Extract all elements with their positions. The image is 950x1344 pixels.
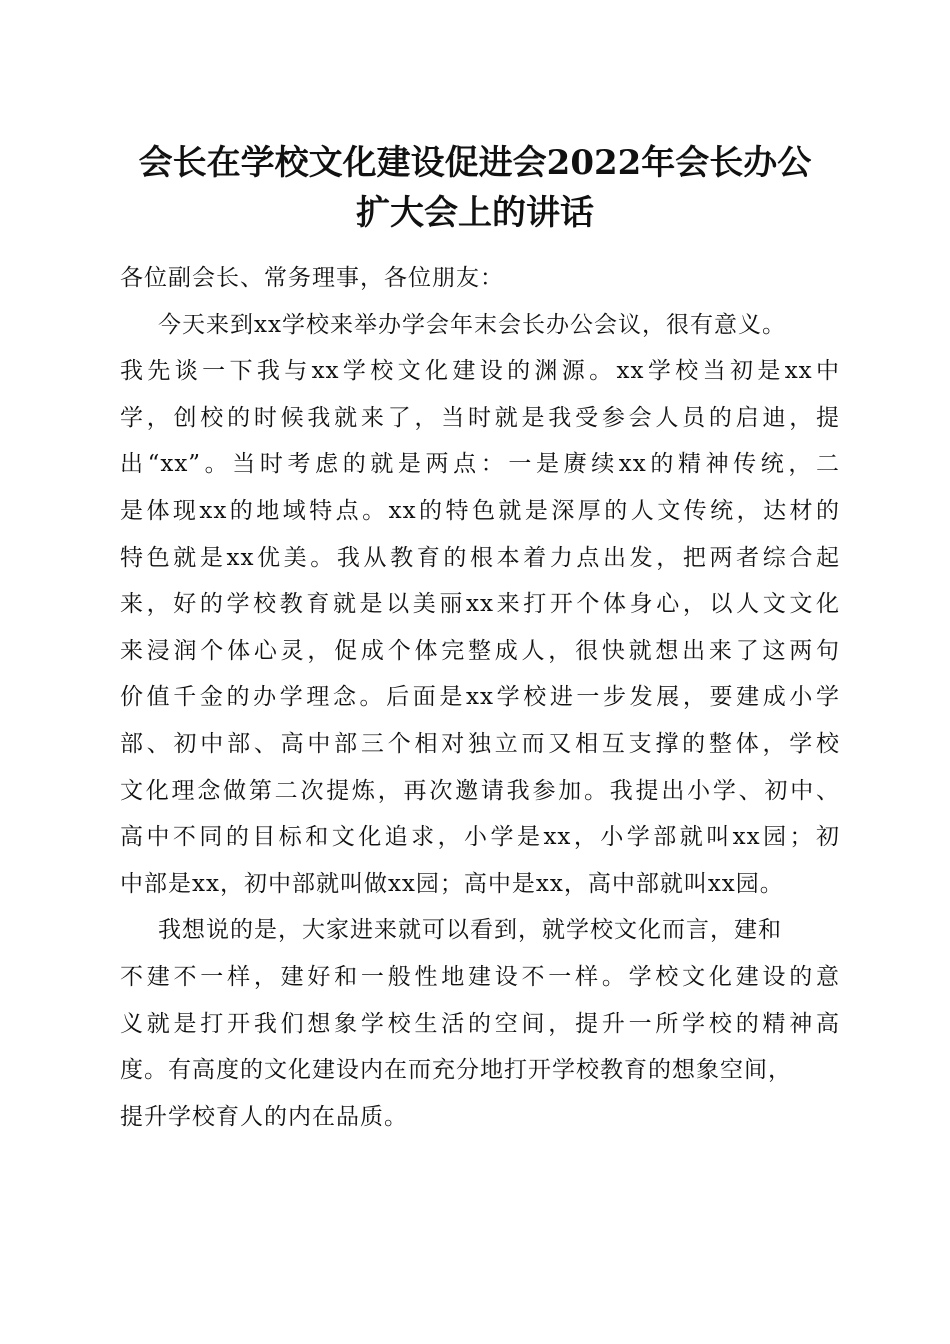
salutation: 各位副会长、常务理事，各位朋友：: [120, 265, 504, 291]
paragraph-line: 价值千金的办学理念。后面是xx学校进一步发展，要建成小学: [120, 684, 840, 711]
title-line-2: 扩大会上的讲话: [356, 193, 594, 233]
paragraph-line: 中部是xx，初中部就叫做xx园；高中是xx，高中部就叫xx园。: [120, 870, 784, 897]
paragraph-line: 度。有高度的文化建设内在而充分地打开学校教育的想象空间，: [120, 1057, 792, 1084]
paragraph-line: 我先谈一下我与xx学校文化建设的渊源。xx学校当初是xx中: [120, 358, 840, 385]
paragraph-line: 来浸润个体心灵，促成个体完整成人，很快就想出来了这两句: [120, 637, 840, 664]
paragraph-line: 义就是打开我们想象学校生活的空间，提升一所学校的精神高: [120, 1010, 840, 1037]
paragraph-line: 出“xx”。当时考虑的就是两点：一是赓续xx的精神传统，二: [120, 451, 840, 478]
paragraph-2: [120, 907, 840, 1140]
paragraph-line: 不建不一样，建好和一般性地建设不一样。学校文化建设的意: [120, 963, 840, 990]
document-title: [100, 138, 850, 238]
paragraph-line: 提升学校育人的内在品质。: [120, 1103, 408, 1130]
paragraph-line: 今天来到xx学校来举办学会年末会长办公会议，很有意义。: [158, 311, 786, 338]
document-body: [120, 255, 840, 1140]
paragraph-line: 特色就是xx优美。我从教育的根本着力点出发，把两者综合起: [120, 544, 840, 571]
paragraph-line: 高中不同的目标和文化追求，小学是xx，小学部就叫xx园；初: [120, 824, 840, 851]
paragraph-line: 我想说的是，大家进来就可以看到，就学校文化而言，建和: [158, 917, 782, 944]
paragraph-line: 是体现xx的地域特点。xx的特色就是深厚的人文传统，达材的: [120, 497, 840, 524]
paragraph-line: 部、初中部、高中部三个相对独立而又相互支撑的整体，学校: [120, 730, 840, 757]
paragraph-line: 来，好的学校教育就是以美丽xx来打开个体身心，以人文文化: [120, 591, 840, 618]
paragraph-line: 文化理念做第二次提炼，再次邀请我参加。我提出小学、初中、: [120, 777, 840, 804]
paragraph-1: [120, 302, 840, 908]
title-line-1: 会长在学校文化建设促进会2022年会长办公: [138, 143, 812, 183]
paragraph-line: 学，创校的时候我就来了，当时就是我受参会人员的启迪，提: [120, 404, 840, 431]
